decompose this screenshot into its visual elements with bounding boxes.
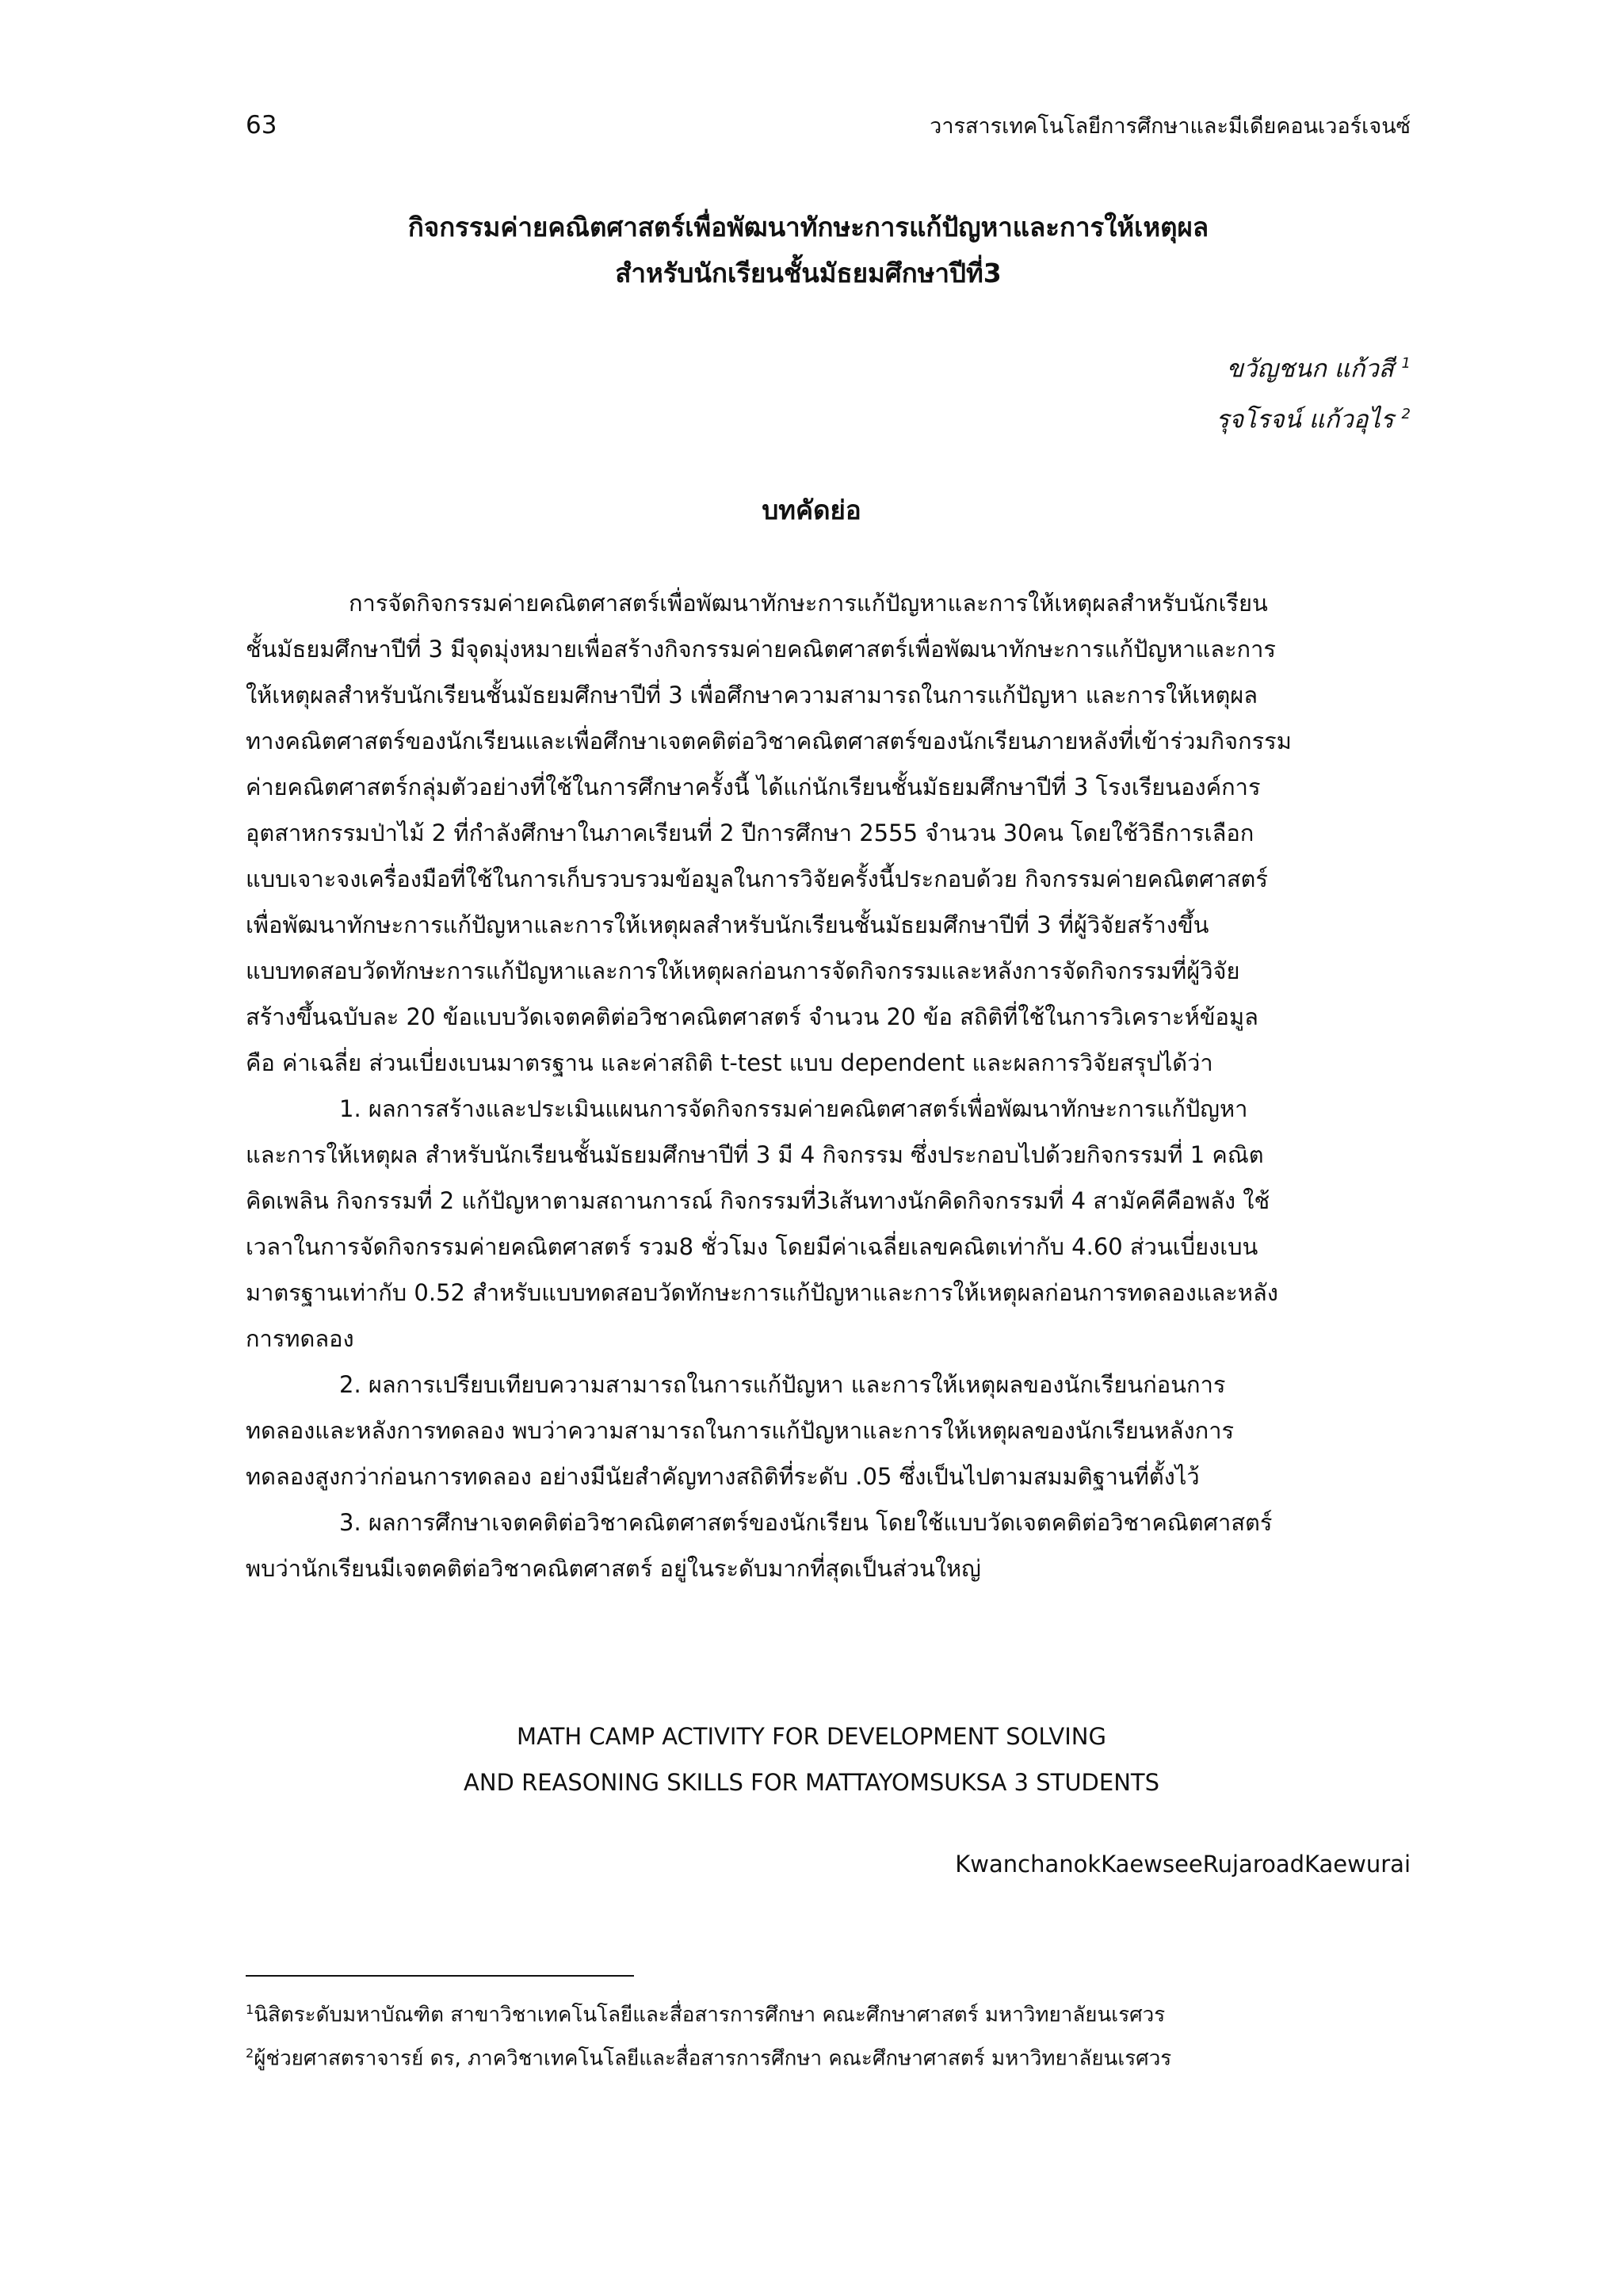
abstract-line: ทางคณิตศาสตร์ของนักเรียนและเพื่อศึกษาเจตคติต่อวิชาคณิตศาสตร์ของนักเรียนภายหลังที่เข้าร่วมกิจกรรม [246, 728, 1292, 755]
abstract-line: แบบเจาะจงเครื่องมือที่ใช้ในการเก็บรวบรวมข้อมูลในการวิจัยครั้งนี้ประกอบด้วย กิจกรรมค่ายคณิตศาสตร์ [246, 865, 1268, 892]
footnote-1 [246, 1991, 1411, 2034]
abstract-line: แบบทดสอบวัดทักษะการแก้ปัญหาและการให้เหตุผลก่อนการจัดกิจกรรมและหลังการจัดกิจกรรมที่ผู้วิจัย [246, 957, 1240, 984]
footnote-text: นิสิตระดับมหาบัณฑิต สาขาวิชาเทคโนโลยีและสื่อสารการศึกษา คณะศึกษาศาสตร์ มหาวิทยาลัยนเรศวร [254, 2003, 1166, 2027]
footnote-text: ผู้ช่วยศาสตราจารย์ ดร, ภาควิชาเทคโนโลยีและสื่อสารการศึกษา คณะศึกษาศาสตร์ มหาวิทยาลัยนเรศวร [254, 2046, 1172, 2071]
result-2-line: ทดลองและหลังการทดลอง พบว่าความสามารถในการแก้ปัญหาและการให้เหตุผลของนักเรียนหลังการ [246, 1417, 1235, 1444]
result-1-line: 1. ผลการสร้างและประเมินแผนการจัดกิจกรรมค่ายคณิตศาสตร์เพื่อพัฒนาทักษะการแก้ปัญหา [339, 1095, 1248, 1122]
result-2-line: 2. ผลการเปรียบเทียบความสามารถในการแก้ปัญหา และการให้เหตุผลของนักเรียนก่อนการ [339, 1371, 1226, 1398]
author-footnote-mark: 2 [1401, 406, 1411, 423]
abstract-line: ชั้นมัธยมศึกษาปีที่ 3 มีจุดมุ่งหมายเพื่อสร้างกิจกรรมค่ายคณิตศาสตร์เพื่อพัฒนาทักษะการแก้ปัญหาและการ [246, 636, 1276, 663]
result-3-line: 3. ผลการศึกษาเจตคติต่อวิชาคณิตศาสตร์ของนักเรียน โดยใช้แบบวัดเจตคติต่อวิชาคณิตศาสตร์ [339, 1509, 1273, 1536]
english-title-line-1: MATH CAMP ACTIVITY FOR DEVELOPMENT SOLVING [517, 1723, 1106, 1750]
author-name: รุจโรจน์ แก้วอุไร [1216, 405, 1394, 434]
english-title-line-2: AND REASONING SKILLS FOR MATTAYOMSUKSA 3 STUDENTS [463, 1769, 1160, 1796]
footnote-divider [246, 1975, 634, 1977]
thai-title [238, 204, 1379, 296]
author-list [935, 341, 1411, 443]
result-1-line: และการให้เหตุผล สำหรับนักเรียนชั้นมัธยมศึกษาปีที่ 3 มี 4 กิจกรรม ซึ่งประกอบไปด้วยกิจกรรมที่ 1 คณิต [246, 1141, 1264, 1168]
page-number: 63 [246, 111, 277, 139]
abstract-line: ให้เหตุผลสำหรับนักเรียนชั้นมัธยมศึกษาปีที่ 3 เพื่อศึกษาความสามารถในการแก้ปัญหา และการให้เหตุผล [246, 682, 1258, 709]
result-1-line: คิดเพลิน กิจกรรมที่ 2 แก้ปัญหาตามสถานการณ์ กิจกรรมที่3เส้นทางนักคิดกิจกรรมที่ 4 สามัคคีคือพลัง ใช้ [246, 1187, 1270, 1214]
abstract-line: ค่ายคณิตศาสตร์กลุ่มตัวอย่างที่ใช้ในการศึกษาครั้งนี้ ได้แก่นักเรียนชั้นมัธยมศึกษาปีที่ 3 โรงเรียนองค์การ [246, 774, 1261, 800]
footnote-mark: 1 [246, 2002, 254, 2017]
abstract-heading: บทคัดย่อ [762, 495, 861, 525]
footnote-2 [246, 2034, 1411, 2078]
thai-title-line-1: กิจกรรมค่ายคณิตศาสตร์เพื่อพัฒนาทักษะการแก้ปัญหาและการให้เหตุผล [407, 212, 1209, 243]
result-2-line: ทดลองสูงกว่าก่อนการทดลอง อย่างมีนัยสำคัญทางสถิติที่ระดับ .05 ซึ่งเป็นไปตามสมมติฐานที่ตั้งไว้ [246, 1463, 1200, 1490]
journal-name: วารสารเทคโนโลยีการศึกษาและมีเดียคอนเวอร์เจนซ์ [930, 114, 1411, 139]
footnote-mark: 2 [246, 2045, 254, 2061]
result-1-line: การทดลอง [246, 1325, 354, 1352]
thai-title-line-2: สำหรับนักเรียนชั้นมัธยมศึกษาปีที่3 [615, 258, 1002, 288]
abstract-line: สร้างขึ้นฉบับละ 20 ข้อแบบวัดเจตคติต่อวิชาคณิตศาสตร์ จำนวน 20 ข้อ สถิติที่ใช้ในการวิเคราะห์ข้อมูล [246, 1003, 1258, 1030]
author-1 [935, 341, 1411, 392]
author-2 [935, 392, 1411, 442]
result-1-line: เวลาในการจัดกิจกรรมค่ายคณิตศาสตร์ รวม8 ชั่วโมง โดยมีค่าเฉลี่ยเลขคณิตเท่ากับ 4.60 ส่วนเบี่ยงเบน [246, 1233, 1258, 1260]
result-1-line: มาตรฐานเท่ากับ 0.52 สำหรับแบบทดสอบวัดทักษะการแก้ปัญหาและการให้เหตุผลก่อนการทดลองและหลัง [246, 1279, 1278, 1306]
result-3-line: พบว่านักเรียนมีเจตคติต่อวิชาคณิตศาสตร์ อยู่ในระดับมากที่สุดเป็นส่วนใหญ่ [246, 1555, 981, 1582]
abstract-line: อุตสาหกรรมป่าไม้ 2 ที่กำลังศึกษาในภาคเรียนที่ 2 ปีการศึกษา 2555 จำนวน 30คน โดยใช้วิธีการเลือก [246, 819, 1254, 846]
abstract-body [246, 580, 1411, 1591]
abstract-line: คือ ค่าเฉลี่ย ส่วนเบี่ยงเบนมาตรฐาน และค่าสถิติ t-test แบบ dependent และผลการวิจัยสรุปได้ว่า [246, 1049, 1213, 1076]
author-footnote-mark: 1 [1401, 355, 1411, 372]
abstract-line: เพื่อพัฒนาทักษะการแก้ปัญหาและการให้เหตุผลสำหรับนักเรียนชั้นมัธยมศึกษาปีที่ 3 ที่ผู้วิจัยสร้างขึ้น [246, 911, 1209, 938]
abstract-line: การจัดกิจกรรมค่ายคณิตศาสตร์เพื่อพัฒนาทักษะการแก้ปัญหาและการให้เหตุผลสำหรับนักเรียน [349, 590, 1268, 617]
author-name: ขวัญชนก แก้วสี [1226, 354, 1394, 384]
english-authors: KwanchanokKaewseeRujaroadKaewurai [955, 1851, 1411, 1878]
english-title [0, 1713, 1623, 1805]
footnotes [246, 1991, 1411, 2077]
